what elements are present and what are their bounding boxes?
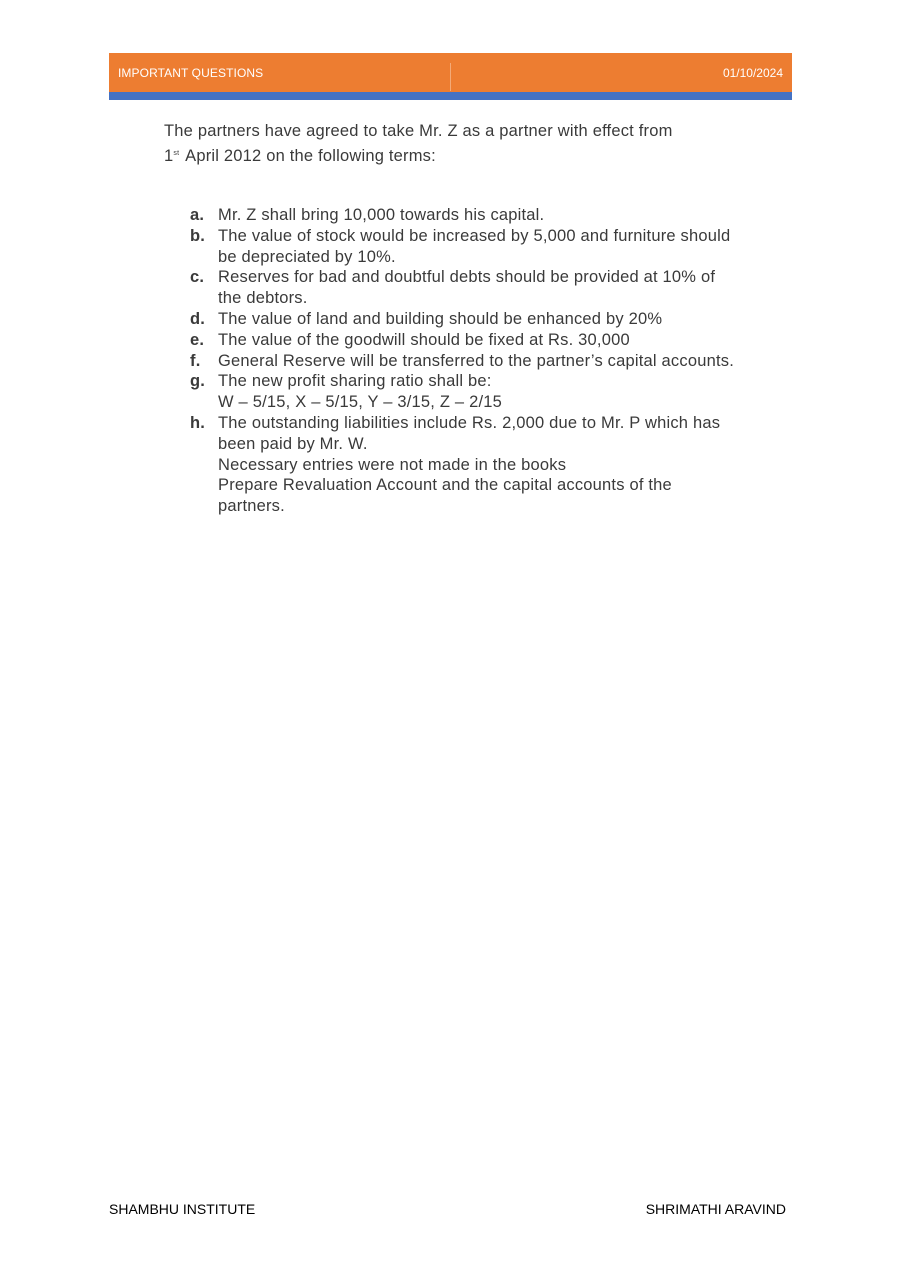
term-text-line: W – 5/15, X – 5/15, Y – 3/15, Z – 2/15 bbox=[218, 393, 503, 412]
term-text-line: The new profit sharing ratio shall be: bbox=[218, 372, 492, 391]
term-text-line: be depreciated by 10%. bbox=[218, 247, 396, 266]
term-text-line: The value of land and building should be enhanced by 20% bbox=[218, 309, 663, 328]
term-text-line: General Reserve will be transferred to the partner’s capital accounts. bbox=[218, 351, 734, 370]
term-item bbox=[190, 371, 800, 413]
term-marker: e. bbox=[190, 330, 205, 349]
term-item bbox=[190, 309, 800, 330]
header-divider bbox=[450, 63, 451, 91]
intro-day: 1 bbox=[164, 146, 174, 165]
intro-line-2: April 2012 on the following terms: bbox=[181, 146, 436, 165]
term-marker: a. bbox=[190, 206, 205, 224]
term-marker: d. bbox=[190, 309, 206, 328]
term-text-line: The outstanding liabilities include Rs. 2,000 due to Mr. P which has bbox=[218, 413, 721, 432]
term-text-line: been paid by Mr. W. bbox=[218, 434, 368, 453]
term-text-line: Necessary entries were not made in the books bbox=[218, 455, 567, 474]
header-underline bbox=[109, 92, 792, 100]
intro-line-1: The partners have agreed to take Mr. Z as a partner with effect from bbox=[164, 122, 673, 140]
term-marker: h. bbox=[190, 413, 206, 432]
term-marker: b. bbox=[190, 226, 206, 245]
header-title: IMPORTANT QUESTIONS bbox=[118, 66, 264, 80]
term-text-line: The value of stock would be increased by 5,000 and furniture should bbox=[218, 226, 731, 245]
term-item bbox=[190, 205, 800, 226]
term-item bbox=[190, 330, 800, 351]
page-header bbox=[109, 53, 792, 92]
term-item bbox=[190, 267, 800, 309]
term-text-line: Mr. Z shall bring 10,000 towards his capital. bbox=[218, 206, 545, 224]
footer-institute: SHAMBHU INSTITUTE bbox=[109, 1201, 256, 1217]
term-text-line: Prepare Revaluation Account and the capital accounts of the bbox=[218, 476, 672, 495]
term-marker: g. bbox=[190, 372, 206, 391]
term-text-line: the debtors. bbox=[218, 289, 308, 308]
intro-paragraph bbox=[164, 121, 764, 167]
term-marker: c. bbox=[190, 268, 205, 287]
term-item bbox=[190, 413, 800, 517]
term-marker: f. bbox=[190, 351, 201, 370]
header-date: 01/10/2024 bbox=[722, 66, 783, 80]
term-item bbox=[190, 226, 800, 268]
term-text-line: Reserves for bad and doubtful debts should be provided at 10% of bbox=[218, 268, 716, 287]
intro-ordinal: st bbox=[173, 149, 180, 157]
footer-author: SHRIMATHI ARAVIND bbox=[645, 1201, 786, 1217]
term-text-line: partners. bbox=[218, 497, 285, 516]
terms-list bbox=[190, 205, 800, 517]
term-item bbox=[190, 351, 800, 372]
term-text-line: The value of the goodwill should be fixed at Rs. 30,000 bbox=[218, 330, 630, 349]
